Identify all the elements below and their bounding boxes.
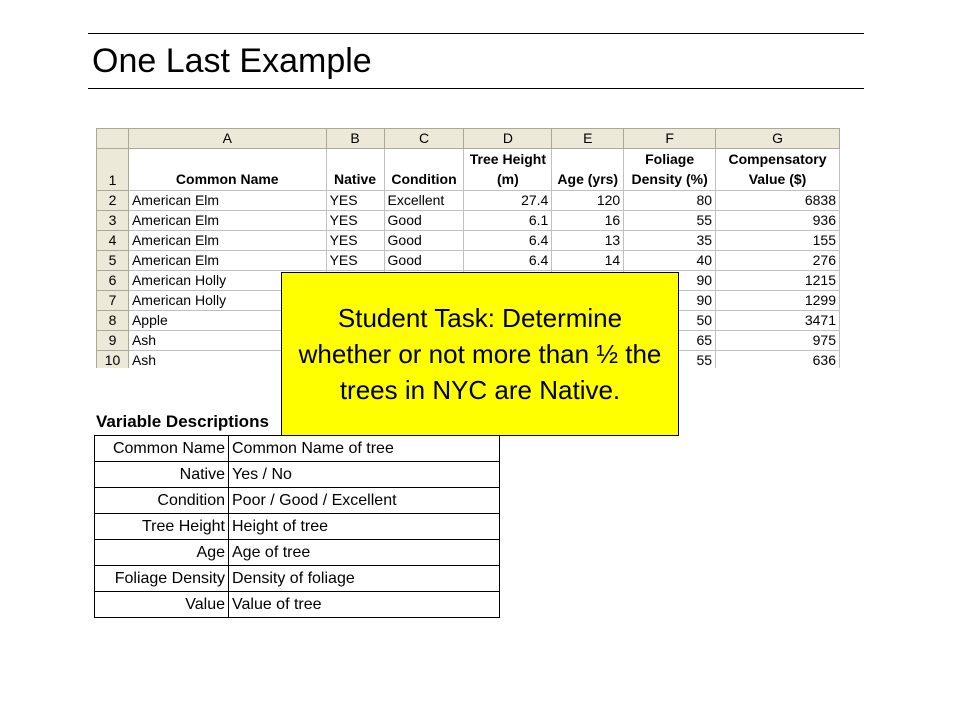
cell-condition[interactable]: Good <box>384 231 464 251</box>
cell-native[interactable]: YES <box>326 251 384 271</box>
row-number[interactable]: 4 <box>97 231 129 251</box>
variable-name: Condition <box>95 488 229 514</box>
table-row <box>97 231 840 251</box>
cell-foliage-density[interactable]: 90 <box>624 291 716 311</box>
cell-native[interactable]: YES <box>326 211 384 231</box>
cell-foliage-density[interactable]: 55 <box>624 211 716 231</box>
table-row <box>95 488 500 514</box>
cell-tree-height[interactable]: 27.4 <box>464 191 552 211</box>
table-row <box>95 514 500 540</box>
cell-condition[interactable]: Good <box>384 211 464 231</box>
cell-age[interactable]: 16 <box>552 211 624 231</box>
variable-description: Value of tree <box>229 592 500 618</box>
column-header-d[interactable]: D <box>464 129 552 149</box>
variable-description: Poor / Good / Excellent <box>229 488 500 514</box>
select-all-corner[interactable] <box>97 129 129 149</box>
cell-condition[interactable]: Good <box>384 251 464 271</box>
title-rule-bottom <box>88 88 864 89</box>
row-number[interactable]: 6 <box>97 271 129 291</box>
cell-tree-height[interactable]: 6.1 <box>464 211 552 231</box>
variable-description: Height of tree <box>229 514 500 540</box>
cell-compensatory-value[interactable]: 636 <box>716 351 840 369</box>
table-row <box>97 191 840 211</box>
variable-name: Value <box>95 592 229 618</box>
cell-compensatory-value[interactable]: 276 <box>716 251 840 271</box>
cell-foliage-density[interactable]: 80 <box>624 191 716 211</box>
cell-tree-height[interactable]: 6.4 <box>464 231 552 251</box>
cell-foliage-density[interactable]: 55 <box>624 351 716 369</box>
cell-compensatory-value[interactable]: 975 <box>716 331 840 351</box>
row-number[interactable]: 9 <box>97 331 129 351</box>
cell-age[interactable]: 120 <box>552 191 624 211</box>
cell-native[interactable]: YES <box>326 191 384 211</box>
column-header-b[interactable]: B <box>326 129 384 149</box>
cell-common-name[interactable]: American Elm <box>128 191 326 211</box>
cell-age[interactable]: 14 <box>552 251 624 271</box>
cell-foliage-density[interactable]: 90 <box>624 271 716 291</box>
column-header-a[interactable]: A <box>128 129 326 149</box>
variable-descriptions-title: Variable Descriptions <box>96 412 269 431</box>
row-number[interactable]: 5 <box>97 251 129 271</box>
cell-common-name[interactable]: American Elm <box>128 251 326 271</box>
cell-compensatory-value[interactable]: 1299 <box>716 291 840 311</box>
table-row <box>95 592 500 618</box>
variable-name: Foliage Density <box>95 566 229 592</box>
header-age[interactable]: Age (yrs) <box>552 149 624 191</box>
variable-name: Native <box>95 462 229 488</box>
variable-description: Age of tree <box>229 540 500 566</box>
table-row <box>97 211 840 231</box>
row-number[interactable]: 7 <box>97 291 129 311</box>
cell-common-name[interactable]: American Elm <box>128 211 326 231</box>
table-row <box>95 462 500 488</box>
row-number[interactable]: 1 <box>97 149 129 191</box>
header-common-name[interactable]: Common Name <box>128 149 326 191</box>
cell-common-name[interactable]: Ash <box>128 351 326 369</box>
variable-name: Tree Height <box>95 514 229 540</box>
cell-common-name[interactable]: American Elm <box>128 231 326 251</box>
cell-native[interactable]: YES <box>326 231 384 251</box>
table-row <box>95 436 500 462</box>
student-task-callout <box>281 272 679 436</box>
header-native[interactable]: Native <box>326 149 384 191</box>
header-foliage-density[interactable]: Foliage Density (%) <box>624 149 716 191</box>
table-header-row <box>97 149 840 191</box>
row-number[interactable]: 8 <box>97 311 129 331</box>
column-header-f[interactable]: F <box>624 129 716 149</box>
header-tree-height[interactable]: Tree Height (m) <box>464 149 552 191</box>
header-condition[interactable]: Condition <box>384 149 464 191</box>
header-compensatory-value[interactable]: Compensatory Value ($) <box>716 149 840 191</box>
cell-condition[interactable]: Excellent <box>384 191 464 211</box>
column-header-row <box>97 129 840 149</box>
cell-foliage-density[interactable]: 65 <box>624 331 716 351</box>
variable-description: Yes / No <box>229 462 500 488</box>
cell-tree-height[interactable]: 6.4 <box>464 251 552 271</box>
cell-compensatory-value[interactable]: 6838 <box>716 191 840 211</box>
variable-description: Common Name of tree <box>229 436 500 462</box>
cell-foliage-density[interactable]: 35 <box>624 231 716 251</box>
column-header-e[interactable]: E <box>552 129 624 149</box>
cell-compensatory-value[interactable]: 3471 <box>716 311 840 331</box>
variable-description: Density of foliage <box>229 566 500 592</box>
cell-common-name[interactable]: Ash <box>128 331 326 351</box>
title-rule-top <box>88 33 864 34</box>
cell-common-name[interactable]: Apple <box>128 311 326 331</box>
callout-text: Student Task: Determine whether or not more than ½ the trees in NYC are Native. <box>298 303 662 405</box>
cell-compensatory-value[interactable]: 1215 <box>716 271 840 291</box>
column-header-c[interactable]: C <box>384 129 464 149</box>
cell-foliage-density[interactable]: 50 <box>624 311 716 331</box>
slide-title: One Last Example <box>92 42 372 80</box>
row-number[interactable]: 2 <box>97 191 129 211</box>
variable-name: Common Name <box>95 436 229 462</box>
table-row <box>95 566 500 592</box>
column-header-g[interactable]: G <box>716 129 840 149</box>
row-number[interactable]: 3 <box>97 211 129 231</box>
cell-compensatory-value[interactable]: 936 <box>716 211 840 231</box>
cell-common-name[interactable]: American Holly <box>128 291 326 311</box>
variable-descriptions-table <box>94 435 500 618</box>
cell-common-name[interactable]: American Holly <box>128 271 326 291</box>
table-row <box>95 540 500 566</box>
cell-foliage-density[interactable]: 40 <box>624 251 716 271</box>
table-row <box>97 251 840 271</box>
variable-name: Age <box>95 540 229 566</box>
row-number[interactable]: 10 <box>97 351 129 369</box>
cell-age[interactable]: 13 <box>552 231 624 251</box>
cell-compensatory-value[interactable]: 155 <box>716 231 840 251</box>
